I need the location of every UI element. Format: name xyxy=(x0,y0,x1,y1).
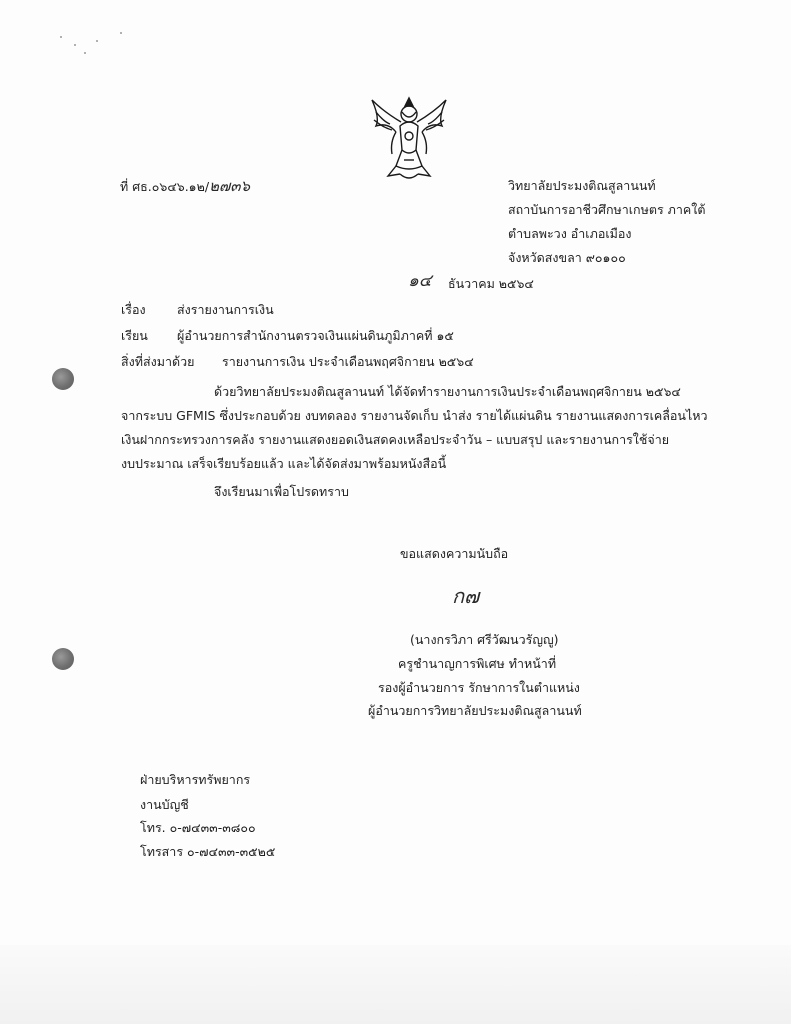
closing: ขอแสดงความนับถือ xyxy=(400,546,509,561)
sender-line-4: จังหวัดสงขลา ๙๐๑๐๐ xyxy=(508,250,626,265)
sender-line-2: สถาบันการอาชีวศึกษาเกษตร ภาคใต้ xyxy=(508,202,706,217)
scan-speck xyxy=(60,36,62,38)
scan-speck xyxy=(120,32,122,34)
signer-name: (นางกรวิภา ศรีวัฒนวรัญญู) xyxy=(410,632,559,647)
department: ฝ่ายบริหารทรัพยากร xyxy=(140,772,251,787)
scan-speck xyxy=(74,44,76,46)
signer-position-3: ผู้อำนวยการวิทยาลัยประมงติณสูลานนท์ xyxy=(368,703,582,718)
reference-number-handwritten: ๒๗๓๖ xyxy=(209,177,251,195)
subject-label: เรื่อง xyxy=(121,302,146,317)
attachment: รายงานการเงิน ประจำเดือนพฤศจิกายน ๒๕๖๔ xyxy=(222,354,474,369)
body-line-2: จากระบบ GFMIS ซึ่งประกอบด้วย งบทดลอง รายงานจัดเก็บ นำส่ง รายได้แผ่นดิน รายงานแสดงการเคลื่อนไหว xyxy=(121,408,708,423)
reference-number-printed: ที่ ศธ.๐๖๔๖.๑๒/ xyxy=(120,179,210,194)
scan-shadow-band xyxy=(0,945,791,1024)
subject: ส่งรายงานการเงิน xyxy=(177,302,274,317)
telephone: โทร. ๐-๗๔๓๓-๓๘๐๐ xyxy=(140,820,256,835)
scan-speck xyxy=(96,40,98,42)
punch-hole-icon xyxy=(52,648,74,670)
closing-request: จึงเรียนมาเพื่อโปรดทราบ xyxy=(214,484,349,499)
signer-position-2: รองผู้อำนวยการ รักษาการในตำแหน่ง xyxy=(378,680,580,695)
punch-hole-icon xyxy=(52,368,74,390)
salutation-label: เรียน xyxy=(121,328,148,343)
signature: ก๗ xyxy=(452,584,480,608)
body-line-3: เงินฝากกระทรวงการคลัง รายงานแสดงยอดเงินสดคงเหลือประจำวัน – แบบสรุป และรายงานการใช้จ่าย xyxy=(121,432,670,447)
scan-speck xyxy=(84,52,86,54)
garuda-emblem-icon xyxy=(366,92,452,188)
body-line-4: งบประมาณ เสร็จเรียบร้อยแล้ว และได้จัดส่งมาพร้อมหนังสือนี้ xyxy=(121,456,447,471)
body-line-1: ด้วยวิทยาลัยประมงติณสูลานนท์ ได้จัดทำรายงานการเงินประจำเดือนพฤศจิกายน ๒๕๖๔ xyxy=(214,384,681,399)
sender-line-3: ตำบลพะวง อำเภอเมือง xyxy=(508,226,632,241)
unit: งานบัญชี xyxy=(140,797,189,812)
fax: โทรสาร ๐-๗๔๓๓-๓๕๒๕ xyxy=(140,844,276,859)
sender-line-1: วิทยาลัยประมงติณสูลานนท์ xyxy=(508,178,656,193)
date-month-year: ธันวาคม ๒๕๖๔ xyxy=(448,276,534,291)
date-day-handwritten: ๑๔ xyxy=(408,271,432,291)
attachment-label: สิ่งที่ส่งมาด้วย xyxy=(121,354,195,369)
reference-number xyxy=(120,178,250,195)
recipient: ผู้อำนวยการสำนักงานตรวจเงินแผ่นดินภูมิภาคที่ ๑๕ xyxy=(177,328,454,343)
signer-position-1: ครูชำนาญการพิเศษ ทำหน้าที่ xyxy=(398,656,557,671)
